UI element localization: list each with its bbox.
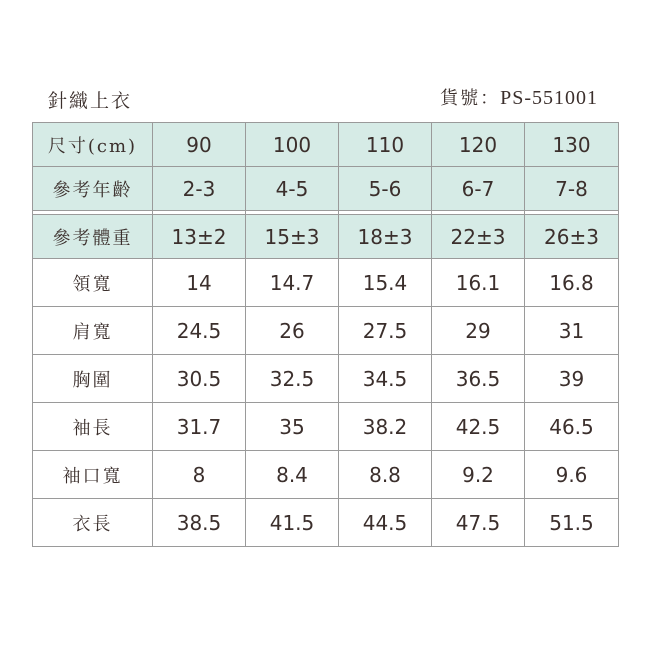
- table-cell: 26: [246, 307, 339, 355]
- table-cell: 31.7: [153, 403, 246, 451]
- table-cell: 44.5: [339, 499, 432, 547]
- table-cell: 8.8: [339, 451, 432, 499]
- table-cell: 31: [525, 307, 619, 355]
- row-label: 尺寸(cm): [33, 123, 153, 167]
- table-cell: 39: [525, 355, 619, 403]
- table-cell: 4-5: [246, 167, 339, 211]
- table-cell: 9.6: [525, 451, 619, 499]
- table-cell: 13±2: [153, 215, 246, 259]
- table-row-body-length: [33, 499, 619, 547]
- table-cell: 5-6: [339, 167, 432, 211]
- table-cell: 35: [246, 403, 339, 451]
- item-code-value: PS-551001: [500, 87, 598, 109]
- table-cell: 130: [525, 123, 619, 167]
- table-cell: 110: [339, 123, 432, 167]
- table-cell: 2-3: [153, 167, 246, 211]
- table-row-neck-width: [33, 259, 619, 307]
- table-cell: 38.2: [339, 403, 432, 451]
- header: [32, 84, 618, 114]
- table-cell: 15.4: [339, 259, 432, 307]
- table-row-age: [33, 167, 619, 211]
- table-cell: 36.5: [432, 355, 525, 403]
- table-cell: 41.5: [246, 499, 339, 547]
- table-cell: 6-7: [432, 167, 525, 211]
- table-row-sleeve-length: [33, 403, 619, 451]
- item-code: [440, 84, 598, 110]
- row-label: 胸圍: [33, 355, 153, 403]
- table-cell: 16.8: [525, 259, 619, 307]
- row-label: 領寬: [33, 259, 153, 307]
- table-cell: 32.5: [246, 355, 339, 403]
- table-cell: 51.5: [525, 499, 619, 547]
- table-cell: 38.5: [153, 499, 246, 547]
- table-cell: 46.5: [525, 403, 619, 451]
- table-cell: 22±3: [432, 215, 525, 259]
- table-cell: 9.2: [432, 451, 525, 499]
- table-cell: 30.5: [153, 355, 246, 403]
- row-label: 袖長: [33, 403, 153, 451]
- table-row-weight: [33, 215, 619, 259]
- table-row-chest: [33, 355, 619, 403]
- row-label: 參考體重: [33, 215, 153, 259]
- table-cell: 15±3: [246, 215, 339, 259]
- item-code-label: 貨號：: [440, 88, 501, 109]
- row-label: 衣長: [33, 499, 153, 547]
- table-cell: 18±3: [339, 215, 432, 259]
- table-cell: 34.5: [339, 355, 432, 403]
- table-cell: 27.5: [339, 307, 432, 355]
- product-name: 針織上衣: [48, 90, 133, 112]
- table-row-shoulder-width: [33, 307, 619, 355]
- table-cell: 16.1: [432, 259, 525, 307]
- table-cell: 24.5: [153, 307, 246, 355]
- table-cell: 26±3: [525, 215, 619, 259]
- table-cell: 120: [432, 123, 525, 167]
- table-cell: 29: [432, 307, 525, 355]
- table-cell: 90: [153, 123, 246, 167]
- table-row-size: [33, 123, 619, 167]
- size-chart-table: [32, 122, 619, 547]
- row-label: 袖口寬: [33, 451, 153, 499]
- table-cell: 8: [153, 451, 246, 499]
- table-cell: 8.4: [246, 451, 339, 499]
- table-cell: 47.5: [432, 499, 525, 547]
- table-cell: 14: [153, 259, 246, 307]
- row-label: 參考年齡: [33, 167, 153, 211]
- table-cell: 7-8: [525, 167, 619, 211]
- table-cell: 100: [246, 123, 339, 167]
- table-row-cuff-width: [33, 451, 619, 499]
- row-label: 肩寬: [33, 307, 153, 355]
- table-cell: 42.5: [432, 403, 525, 451]
- table-cell: 14.7: [246, 259, 339, 307]
